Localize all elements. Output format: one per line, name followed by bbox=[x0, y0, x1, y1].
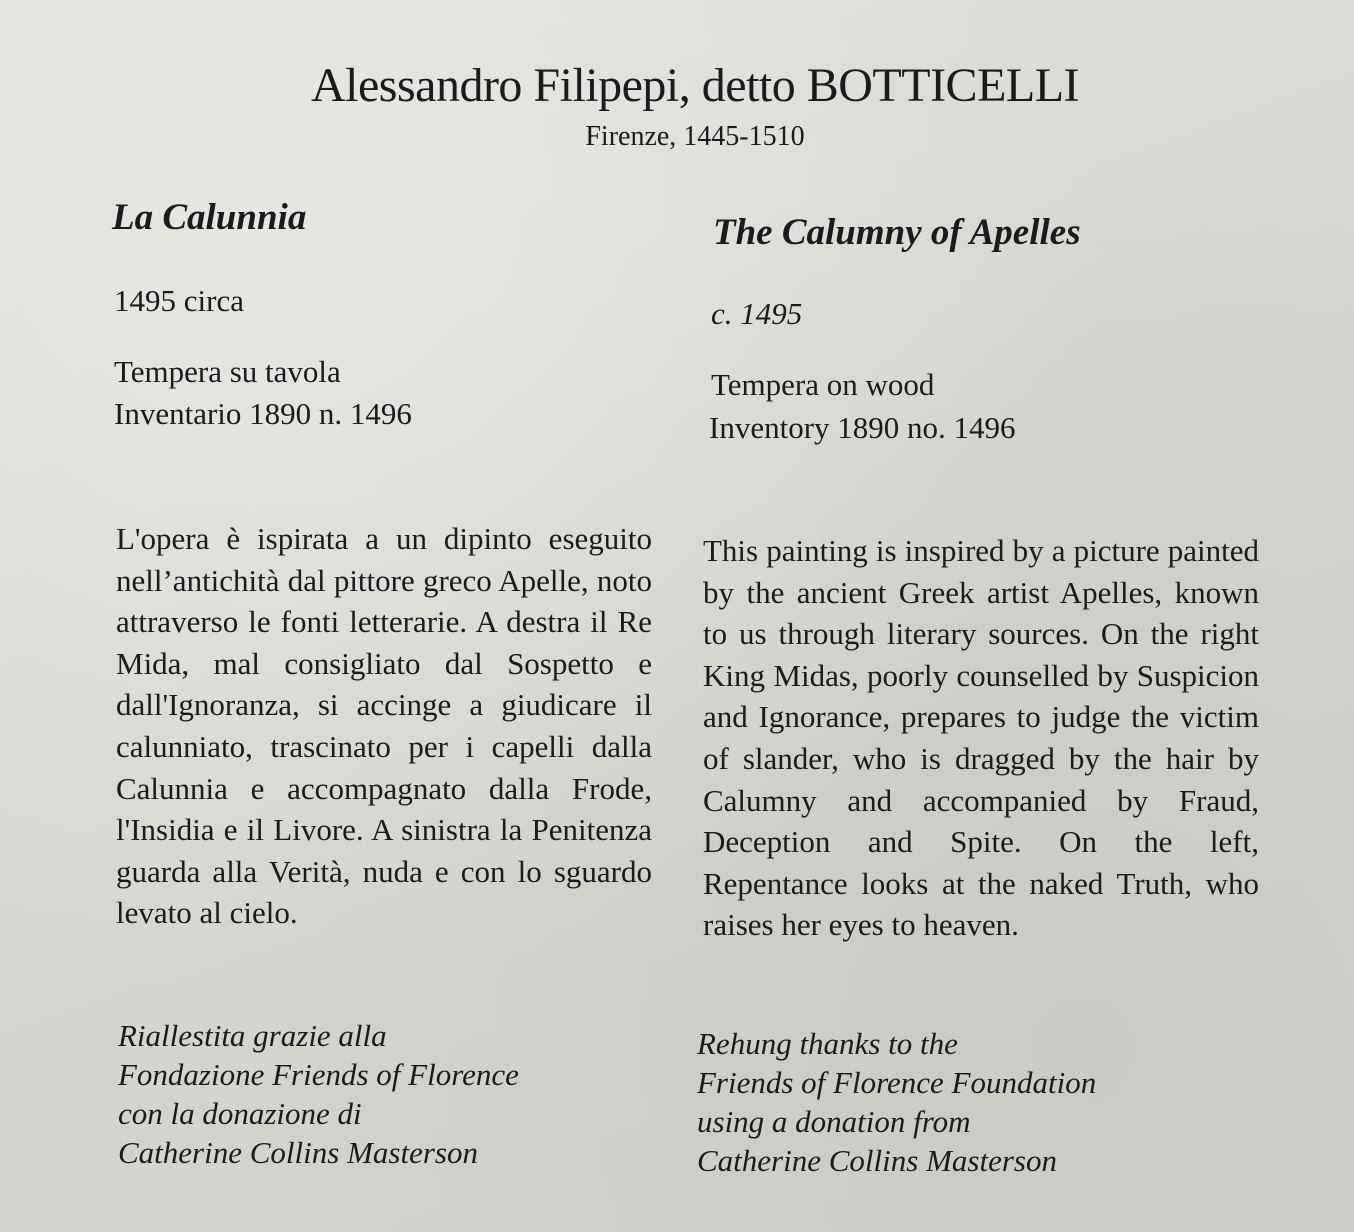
english-credit-line: Rehung thanks to the bbox=[697, 1026, 958, 1061]
english-inventory: Inventory 1890 no. 1496 bbox=[709, 410, 1016, 445]
italian-credit-line: Catherine Collins Masterson bbox=[118, 1135, 478, 1170]
english-credit-line: using a donation from bbox=[697, 1104, 971, 1139]
italian-credit-line: Riallestita grazie alla bbox=[118, 1018, 387, 1053]
english-title: The Calumny of Apelles bbox=[713, 212, 1081, 253]
english-date-text: c. 1495 bbox=[711, 296, 803, 331]
italian-description: L'opera è ispirata a un dipinto eseguito nell’antichità dal pittore greco Apelle, noto attraverso le fonti letterarie. A destra il Re Mida, mal consigliato dal Sospetto e dall'Ignoranza, si accinge a giudicare il calunniato, trascinato per i capelli dalla Calunnia e accompagnato dalla Frode, l'Insidia e il Livore. A sinistra la Penitenza guarda alla Verità, nuda e con lo sguardo levato al cielo. bbox=[116, 521, 652, 931]
english-description: This painting is inspired by a picture painted by the ancient Greek artist Apelles, known to us through literary sources. On the right King Midas, poorly counselled by Suspicion and Ignorance, prepares to judge the victim of slander, who is dragged by the hair by Calumny and accompanied by Fraud, Deception and Spite. On the left, Repentance looks at the naked Truth, who raises her eyes to heaven. bbox=[703, 533, 1259, 943]
italian-credit bbox=[118, 1016, 519, 1172]
english-medium: Tempera on wood bbox=[711, 367, 935, 402]
english-credit bbox=[697, 1024, 1096, 1180]
italian-inventory: Inventario 1890 n. 1496 bbox=[114, 396, 412, 431]
italian-title: La Calunnia bbox=[112, 197, 307, 238]
italian-credit-line: con la donazione di bbox=[118, 1096, 362, 1131]
artist-name: Alessandro Filipepi, detto BOTTICELLI bbox=[310, 59, 1080, 112]
english-credit-line: Catherine Collins Masterson bbox=[697, 1143, 1057, 1178]
artist-origin-dates: Firenze, 1445-1510 bbox=[585, 121, 805, 152]
italian-credit-line: Fondazione Friends of Florence bbox=[118, 1057, 519, 1092]
italian-medium: Tempera su tavola bbox=[114, 354, 341, 389]
italian-date: 1495 circa bbox=[114, 283, 244, 318]
english-credit-line: Friends of Florence Foundation bbox=[697, 1065, 1097, 1100]
english-date bbox=[711, 296, 802, 332]
